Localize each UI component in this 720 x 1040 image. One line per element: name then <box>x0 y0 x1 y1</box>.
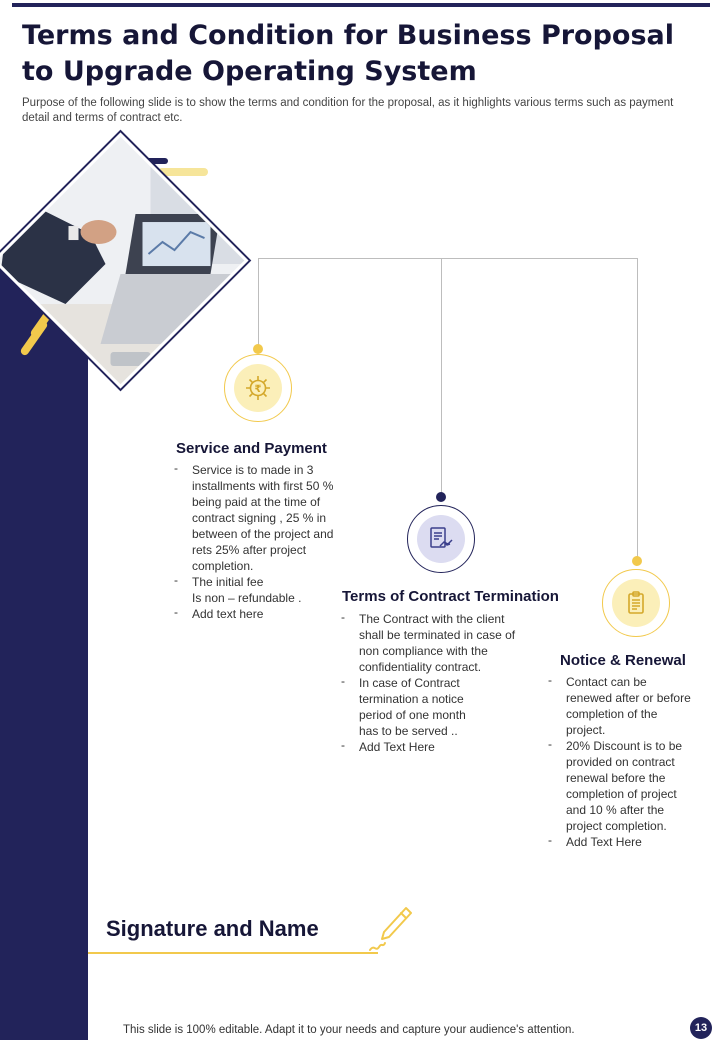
notice-renewal-icon-badge <box>602 569 670 637</box>
page-subtitle: Purpose of the following slide is to show the terms and condition for the proposal, as it highlights various terms such as payment detail and terms of contract etc. <box>22 97 674 124</box>
yellow-accent-bar <box>158 168 208 176</box>
list-item: - In case of Contract termination a notice period of one month has to be served .. <box>341 675 541 739</box>
notice-renewal-list <box>548 674 713 850</box>
connector-line <box>258 258 259 348</box>
list-item: - The initial fee Is non – refundable . <box>174 574 364 606</box>
connector-line <box>637 258 638 560</box>
pen-icon <box>368 904 414 959</box>
svg-text:₹: ₹ <box>254 384 262 395</box>
section-heading-contract-termination: Terms of Contract Termination <box>342 588 559 605</box>
page-title: Terms and Condition for Business Proposal to Upgrade Operating System <box>22 20 675 87</box>
section-heading-service-payment: Service and Payment <box>176 440 327 457</box>
list-item: - Contact can be renewed after or before completion of the project. <box>548 674 713 738</box>
list-item: - The Contract with the client shall be terminated in case of non compliance with the confidentiality contract. <box>341 611 541 675</box>
connector-line <box>441 258 442 496</box>
service-payment-icon-badge <box>224 354 292 422</box>
rupee-gear-icon <box>234 364 282 412</box>
list-item: - Service is to made in 3 installments with first 50 % being paid at the time of contract signing , 25 % in between of the project and rets 25% after project completion. <box>174 462 364 574</box>
clipboard-icon <box>612 579 660 627</box>
list-item: - Add text here <box>174 606 364 622</box>
footer-note: This slide is 100% editable. Adapt it to your needs and capture your audience's attention. <box>123 1024 575 1036</box>
list-item: - Add Text Here <box>548 834 713 850</box>
contract-termination-list <box>341 611 541 755</box>
connector-cap <box>436 492 446 502</box>
page-number-badge: 13 <box>690 1017 712 1039</box>
section-heading-notice-renewal: Notice & Renewal <box>560 652 686 669</box>
list-item: - Add Text Here <box>341 739 541 755</box>
top-rule <box>12 3 710 7</box>
navy-side-bar <box>0 268 88 1040</box>
signature-line[interactable] <box>88 952 378 954</box>
connector-line <box>258 258 637 259</box>
connector-cap <box>632 556 642 566</box>
contract-termination-icon-badge <box>407 505 475 573</box>
service-payment-list <box>174 462 364 622</box>
list-item: - 20% Discount is to be provided on contract renewal before the completion of project and 10 % after the project completion. <box>548 738 713 834</box>
contract-handshake-icon <box>417 515 465 563</box>
signature-label: Signature and Name <box>106 916 319 941</box>
connector-cap <box>253 344 263 354</box>
